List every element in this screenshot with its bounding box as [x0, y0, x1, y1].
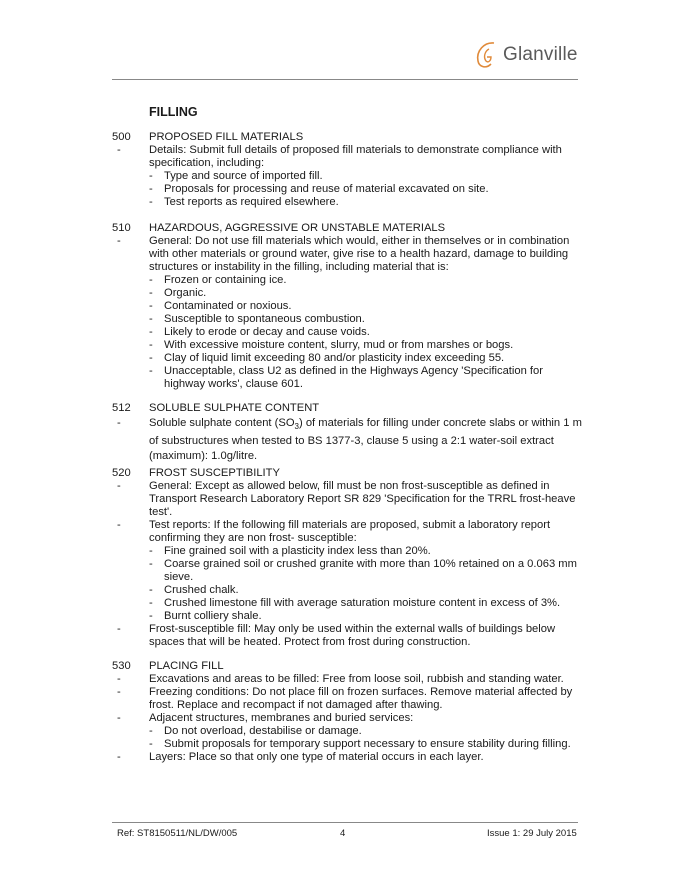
clause-item: - Adjacent structures, membranes and buried services: - Do not overload, destabilise or damage. - Submit proposals for temporary support necessary to ensure stability during filling. — [112, 712, 582, 751]
sub-item: Test reports as required elsewhere. — [164, 196, 339, 208]
section-title: PLACING FILL — [149, 660, 224, 672]
section-512 — [112, 401, 582, 463]
clause-item: - Details: Submit full details of proposed fill materials to demonstrate compliance with specification, including: - Type and source of imported fill. - Proposals for processing and reuse of material excavated on site. - Test reports as required elsewhere. — [112, 144, 582, 209]
clause-text: Layers: Place so that only one type of material occurs in each layer. — [149, 751, 484, 763]
sub-item: With excessive moisture content, slurry, mud or from marshes or bogs. — [164, 339, 514, 351]
footer-reference: Ref: ST8150511/NL/DW/005 — [117, 828, 238, 839]
sub-item: Crushed chalk. — [164, 584, 239, 596]
clause-item: - Soluble sulphate content $(SO_3)$ of materials for filling under concrete slabs or within 1 m of substructures when tested to BS 1377-3, clause 5 using a 2:1 water-soil extract (maximum): 1.0g/litre. — [117, 416, 582, 462]
clause-text: Details: Submit full details of proposed fill materials to demonstrate compliance with specification, including: — [149, 144, 562, 169]
sub-item: Fine grained soil with a plasticity index less than 20%. — [164, 545, 431, 557]
header-rule — [112, 79, 578, 80]
section-530 — [112, 660, 582, 764]
section-number: 530 — [112, 660, 131, 672]
sub-item: Contaminated or noxious. — [164, 300, 292, 312]
footer-issue-date: Issue 1: 29 July 2015 — [487, 828, 577, 839]
sub-item: Clay of liquid limit exceeding 80 and/or plasticity index exceeding 55. — [164, 352, 505, 364]
footer-rule — [112, 822, 578, 823]
clause-item: - Frost-susceptible fill: May only be used within the external walls of buildings below spaces that will be heated. Protect from frost during construction. — [112, 623, 582, 649]
section-number: 500 — [112, 131, 131, 143]
sub-item: Frozen or containing ice. — [164, 274, 287, 286]
sub-item: Organic. — [164, 287, 207, 299]
sub-item: Submit proposals for temporary support necessary to ensure stability during filling. — [164, 738, 571, 750]
sub-item: Do not overload, destabilise or damage. — [164, 725, 362, 737]
glanville-g-logo-icon — [474, 39, 500, 71]
clause-text: Test reports: If the following fill materials are proposed, submit a laboratory report confirming they are non frost- susceptible: — [149, 519, 551, 544]
sub-item: Burnt colliery shale. — [164, 610, 262, 622]
section-number: 510 — [112, 222, 131, 234]
sub-item: Unacceptable, class U2 as defined in the Highways Agency 'Specification for highway works', clause 601. — [164, 365, 543, 390]
section-510 — [112, 222, 582, 391]
section-number: 520 — [112, 467, 131, 479]
sub-item: Type and source of imported fill. — [164, 170, 323, 182]
clause-text: Excavations and areas to be filled: Free from loose soil, rubbish and standing water. — [149, 673, 564, 685]
sub-item: Proposals for processing and reuse of material excavated on site. — [164, 183, 489, 195]
section-title: SOLUBLE SULPHATE CONTENT — [149, 402, 320, 414]
clause-item: - Freezing conditions: Do not place fill on frozen surfaces. Remove material affected by frost. Replace and recompact if not damaged after thawing. — [112, 686, 582, 712]
page-heading: FILLING — [149, 105, 198, 119]
clause-text: Soluble sulphate content $(SO_3)$ of materials for filling under concrete slabs or within 1 m of substructures when tested to BS 1377-3, clause 5 using a 2:1 water-soil extract (maximum): 1.0g/litre. — [149, 416, 582, 462]
sub-item: Likely to erode or decay and cause voids. — [164, 326, 370, 338]
logo-text: Glanville — [503, 44, 578, 65]
footer-page-number: 4 — [340, 828, 346, 839]
clause-item: - Excavations and areas to be filled: Free from loose soil, rubbish and standing water. — [112, 673, 582, 686]
sub-item: Susceptible to spontaneous combustion. — [164, 313, 365, 325]
section-number: 512 — [112, 402, 131, 414]
clause-item: - General: Do not use fill materials which would, either in themselves or in combination with other materials or ground water, give rise to a health hazard, damage to building structures or instability in the filling, including material that is: - Frozen or containing ice. - Organic. - Contaminated or noxious. - Susceptible to spontaneous combustion. - Likely to erode or decay and cause voids. - With excessive moisture content, slurry, mud or from marshes or bogs. - Clay of liquid limit exceeding 80 and/or plasticity index exceeding 55. - Unacceptable, class U2 as defined in the Highways Agency 'Specification for highway works', clause 601. — [112, 235, 582, 391]
section-title: HAZARDOUS, AGGRESSIVE OR UNSTABLE MATERIALS — [149, 222, 446, 234]
clause-item: - Test reports: If the following fill materials are proposed, submit a laboratory report confirming they are non frost- susceptible: - Fine grained soil with a plasticity index less than 20%. - Coarse grained soil or crushed granite with more than 10% retained on a 0.063 mm sieve. - Crushed chalk. - Crushed limestone fill with average saturation moisture content in excess of 3%. - Burnt colliery shale. — [112, 519, 582, 623]
clause-item: - General: Except as allowed below, fill must be non frost-susceptible as defined in Transport Research Laboratory Report SR 829 'Specification for the TRRL frost-heave test'. — [112, 480, 582, 519]
clause-text: General: Except as allowed below, fill must be non frost-susceptible as defined in Transport Research Laboratory Report SR 829 'Specification for the TRRL frost-heave test'. — [149, 480, 576, 518]
clause-item: - Layers: Place so that only one type of material occurs in each layer. — [112, 751, 582, 764]
clause-text: Freezing conditions: Do not place fill on frozen surfaces. Remove material affected by frost. Replace and recompact if not damaged after thawing. — [149, 686, 573, 711]
clause-text: Adjacent structures, membranes and buried services: — [149, 712, 414, 724]
section-500 — [112, 131, 582, 209]
section-520 — [112, 467, 582, 649]
clause-text: Frost-susceptible fill: May only be used within the external walls of buildings below spaces that will be heated. Protect from frost during construction. — [149, 623, 556, 648]
section-title: FROST SUSCEPTIBILITY — [149, 467, 280, 479]
sub-item: Coarse grained soil or crushed granite with more than 10% retained on a 0.063 mm sieve. — [164, 558, 577, 583]
sub-item: Crushed limestone fill with average saturation moisture content in excess of 3%. — [164, 597, 561, 609]
clause-text: General: Do not use fill materials which would, either in themselves or in combination with other materials or ground water, give rise to a health hazard, damage to building structures or instability in the filling, including material that is: — [149, 235, 570, 273]
section-title: PROPOSED FILL MATERIALS — [149, 131, 304, 143]
company-logo — [474, 38, 578, 72]
